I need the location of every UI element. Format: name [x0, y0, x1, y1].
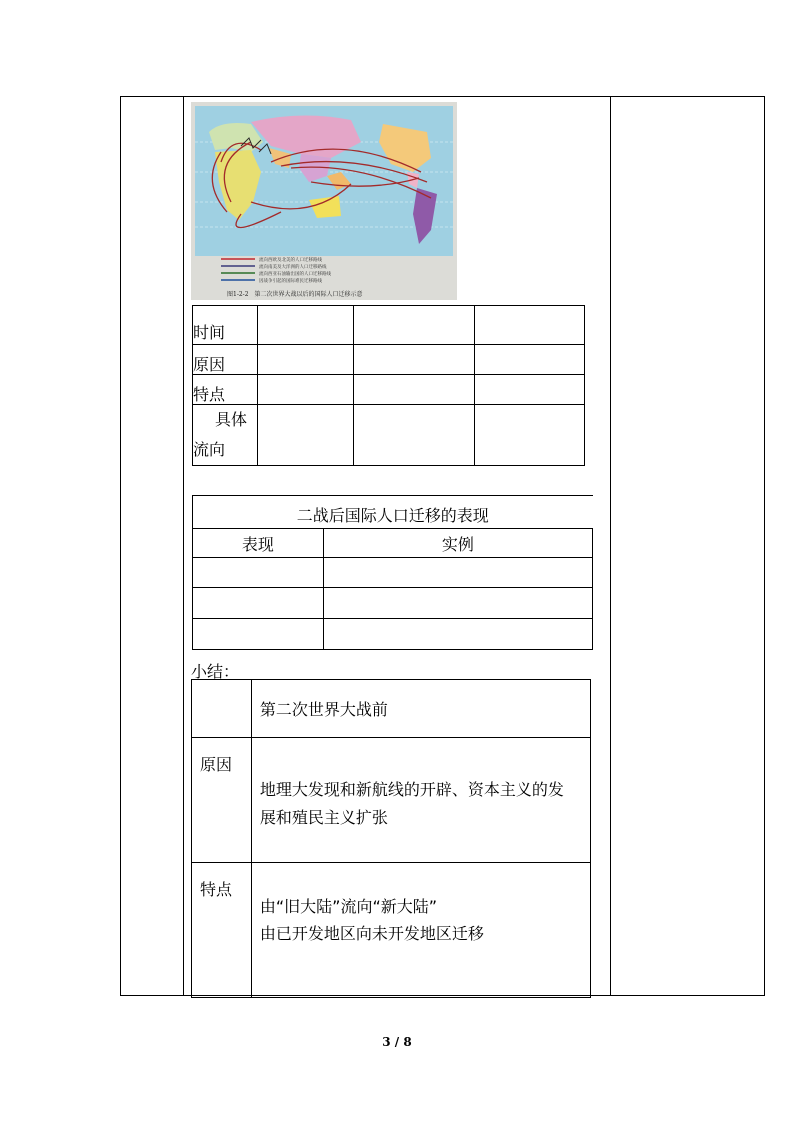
- legend-2: 流向南美及大洋洲的人口迁移路线: [259, 265, 327, 270]
- frame-divider-right: [610, 96, 611, 996]
- summary-label-feature: 特点: [192, 863, 252, 998]
- summary-reason-text: 地理大发现和新航线的开辟、资本主义的发 展和殖民主义扩张: [251, 738, 590, 863]
- summary-heading: 小结：: [191, 662, 240, 681]
- table-row: [193, 375, 585, 405]
- table-row: [193, 588, 593, 619]
- migration-map-image: [191, 102, 457, 300]
- table-cell[interactable]: [323, 558, 592, 588]
- table-row: [193, 345, 585, 375]
- table-row: [193, 306, 585, 345]
- table-row: [192, 863, 591, 998]
- table-row: [193, 405, 585, 466]
- table-row: [193, 496, 593, 529]
- legend-1: 流向西欧及北美的人口迁移路线: [259, 258, 322, 263]
- table-cell[interactable]: [353, 306, 475, 345]
- postwar-migration-table: [192, 495, 593, 650]
- column-header-example: 实例: [323, 529, 592, 558]
- map-caption: 图1-2-2 第二次世界大战以后的国际人口迁移示意: [227, 291, 363, 298]
- table-cell[interactable]: [257, 306, 353, 345]
- table-cell[interactable]: [193, 588, 324, 619]
- summary-header-prewar: 第二次世界大战前: [251, 680, 590, 738]
- table-cell[interactable]: [353, 345, 475, 375]
- table-row: [193, 558, 593, 588]
- table-cell[interactable]: [353, 405, 475, 466]
- row-label-direction: 具体 流向: [193, 405, 258, 466]
- summary-label-reason: 原因: [192, 738, 252, 863]
- table-cell[interactable]: [257, 375, 353, 405]
- frame-divider-left: [183, 96, 184, 996]
- summary-table: [191, 679, 591, 998]
- migration-table: [192, 305, 585, 466]
- row-label-feature: 特点: [193, 375, 258, 405]
- page-number: 3 / 8: [382, 1035, 412, 1049]
- legend-4: 因战争引起的国际难民迁移路线: [259, 279, 322, 284]
- table-cell[interactable]: [193, 558, 324, 588]
- table-header-row: [193, 529, 593, 558]
- row-label-reason: 原因: [193, 345, 258, 375]
- table-cell[interactable]: [475, 375, 585, 405]
- table-cell[interactable]: [353, 375, 475, 405]
- summary-feature-text: 由“旧大陆”流向“新大陆” 由已开发地区向未开发地区迁移: [251, 863, 590, 998]
- table-cell: [192, 680, 252, 738]
- table-row: [192, 738, 591, 863]
- legend-3: 流向西亚石油输出国的人口迁移路线: [259, 272, 331, 277]
- table-row: [192, 680, 591, 738]
- world-map-graphic: [191, 102, 457, 300]
- table-cell[interactable]: [475, 345, 585, 375]
- table-cell[interactable]: [475, 405, 585, 466]
- table-title: 二战后国际人口迁移的表现: [193, 496, 593, 529]
- column-header-performance: 表现: [193, 529, 324, 558]
- table-row: [193, 619, 593, 650]
- row-label-time: 时间: [193, 306, 258, 345]
- table-cell[interactable]: [257, 345, 353, 375]
- table-cell[interactable]: [323, 619, 592, 650]
- table-cell[interactable]: [323, 588, 592, 619]
- table-cell[interactable]: [257, 405, 353, 466]
- table-cell[interactable]: [475, 306, 585, 345]
- table-cell[interactable]: [193, 619, 324, 650]
